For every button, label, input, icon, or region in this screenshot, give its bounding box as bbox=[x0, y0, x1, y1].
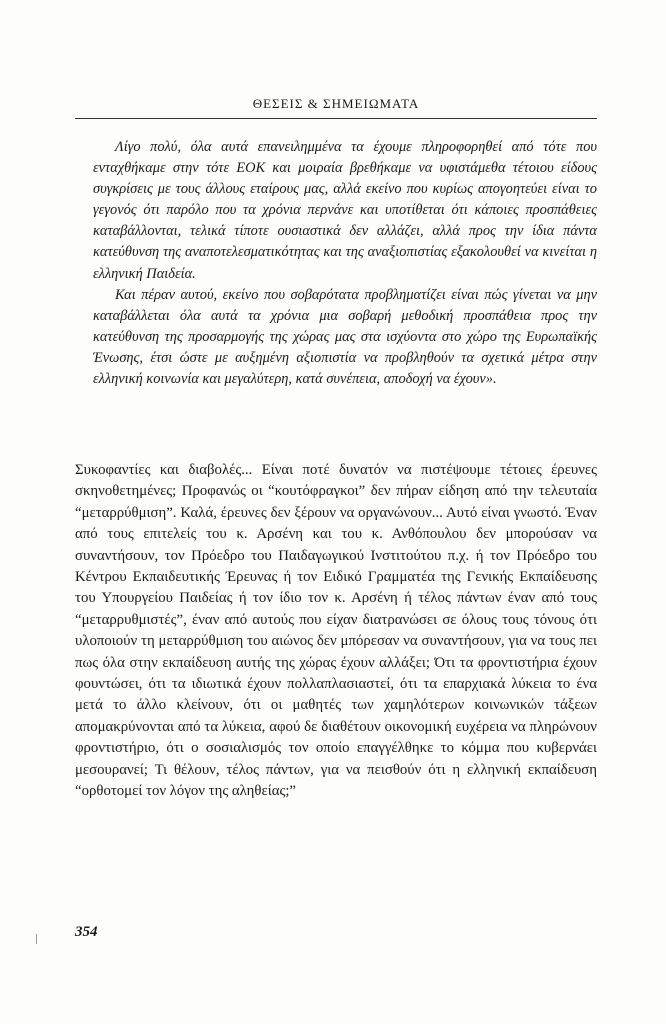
body-paragraph: Συκοφαντίες και διαβολές... Είναι ποτέ δυνατόν να πιστέψουμε τέτοιες έρευνες σκηνοθετημένες; Προφανώς οι “κουτόφραγκοι” δεν πήραν είδηση από την τελευταία “μεταρρύθμιση”. Καλά, έρευνες δεν ξέρουν να οργανώνουν... Αυτό είναι γνωστό. Έναν από τους επιτελείς του κ. Αρσένη και του κ. Ανθόπουλου δεν μπορούσαν να συναντήσουν, τον Πρόεδρο του Παιδαγωγικού Ινστιτούτου π.χ. ή τον Πρόεδρο του Κέντρου Εκπαιδευτικής Έρευνας ή τον Ειδικό Γραμματέα της Γενικής Εκπαίδευσης του Υπουργείου Παιδείας ή τον ίδιο τον κ. Αρσένη ή τέλος πάντων έναν από τους “μεταρρυθμιστές”, έναν από αυτούς που είχαν διατρανώσει σε όλους τους τόνους ότι υλοποιούν τη μεταρρύθμιση του αιώνος δεν μπόρεσαν να συναντήσουν, για να τους πει πως όλα στην εκπαίδευση αυτής της χώρας έχουν αλλάξει; Ότι τα φροντιστήρια έχουν φουντώσει, ότι τα ιδιωτικά έχουν πολλαπλασιαστεί, ότι τα επαρχιακά λύκεια το ένα μετά το άλλο κλείνουν, ότι οι μαθητές των χαμηλότερων κοινωνικών τάξεων απομακρύνονται από τα λύκεια, αφού δε διαθέτουν οικονομική ευχέρεια να πληρώνουν φροντιστήριο, ότι ο σοσιαλισμός τον οποίο επαγγέλθηκε το κόμμα που κυβερνάει μεσουρανεί; Τι θέλουν, τέλος πάντων, για να πεισθούν ότι η ελληνική εκπαίδευση “ορθοτομεί τον λόγον της αληθείας;” bbox=[75, 462, 597, 800]
quote-paragraph-2: Και πέραν αυτού, εκείνο που σοβαρότατα προβληματίζει είναι πώς γίνεται να μην καταβάλλεται όλα αυτά τα χρόνια μια σοβαρή μεθοδική προσπάθεια προς την κατεύθυνση της προσαρμογής της χώρας μας στα ισχύοντα στο χώρο της Ευρωπαϊκής Ένωσης, έτσι ώστε με αυξημένη αξιοπιστία να προβληθούν τα σχετικά μέτρα στην ελληνική κοινωνία και μεγαλύτερη, κατά συνέπεια, αποδοχή να έχουν». bbox=[93, 286, 597, 388]
page-number: 354 bbox=[75, 924, 98, 940]
quoted-passage bbox=[93, 137, 597, 390]
scan-mark bbox=[36, 934, 37, 944]
quote-paragraph-1: Λίγο πολύ, όλα αυτά επανειλημμένα τα έχουμε πληροφορηθεί από τότε που ενταχθήκαμε στην τότε ΕΟΚ και μοιραία βρεθήκαμε να υφιστάμεθα τέτοιου είδους συγκρίσεις με τους άλλους εταίρους μας, αλλά εκείνο που κυρίως απογοητεύει είναι το γεγονός ότι παρόλο που τα χρόνια περνάνε και υποτίθεται ότι κάποιες προσπάθειες καταβάλλονται, τελικά τίποτε ουσιαστικά δεν αλλάζει, αλλά προς την ίδια πάντα κατεύθυνση της αναποτελεσματικότητας και της αναξιοπιστίας εξακολουθεί να κινείται η ελληνική Παιδεία. bbox=[93, 139, 597, 282]
running-header: ΘΕΣΕΙΣ & ΣΗΜΕΙΩΜΑΤΑ bbox=[75, 94, 597, 119]
body-section bbox=[75, 460, 597, 803]
